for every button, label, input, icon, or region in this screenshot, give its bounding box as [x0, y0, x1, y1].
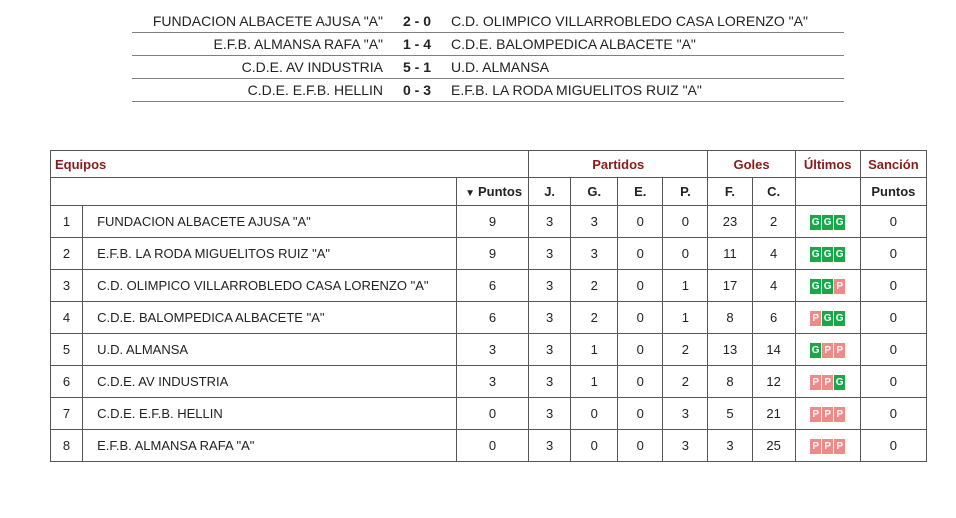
recent-form: [795, 398, 860, 430]
lost-cell: 3: [663, 430, 708, 462]
played-cell: 3: [529, 270, 571, 302]
match-results: [132, 10, 844, 102]
drawn-cell: 0: [618, 238, 663, 270]
form-badges: [810, 439, 845, 454]
win-badge: G: [811, 217, 820, 228]
won-cell: 0: [571, 398, 618, 430]
header-ultimos: Últimos: [795, 151, 860, 178]
form-badges: [810, 215, 845, 230]
header-partidos: Partidos: [529, 151, 708, 178]
header-equipos: Equipos: [51, 151, 529, 178]
team-name: E.F.B. ALMANSA RAFA "A": [83, 430, 457, 462]
match-score: 2 - 0: [402, 13, 431, 29]
lost-cell: 0: [663, 238, 708, 270]
team-name: E.F.B. LA RODA MIGUELITOS RUIZ "A": [83, 238, 457, 270]
table-row[interactable]: [51, 302, 927, 334]
goals-against-cell: 12: [752, 366, 795, 398]
loss-badge: P: [834, 407, 845, 422]
away-team: E.F.B. LA RODA MIGUELITOS RUIZ "A": [451, 82, 702, 98]
position-cell: 6: [51, 366, 83, 398]
played-cell: 3: [529, 302, 571, 334]
table-row[interactable]: [51, 206, 927, 238]
recent-form: [795, 270, 860, 302]
win-badge: G: [823, 313, 832, 324]
win-badge: G: [823, 281, 832, 292]
played-cell: 3: [529, 366, 571, 398]
recent-form: [795, 302, 860, 334]
position-cell: 5: [51, 334, 83, 366]
header-c: C.: [752, 178, 795, 206]
sort-down-icon: ▼: [465, 188, 475, 199]
drawn-cell: 0: [618, 302, 663, 334]
recent-form: [795, 206, 860, 238]
points-cell: 3: [456, 366, 528, 398]
lost-cell: 2: [663, 366, 708, 398]
win-badge: G: [811, 281, 820, 292]
standings-table: [50, 150, 927, 462]
points-cell: 0: [456, 430, 528, 462]
won-cell: 2: [571, 270, 618, 302]
header-sancion: Sanción: [860, 151, 926, 178]
result-row[interactable]: [132, 79, 844, 102]
points-cell: 3: [456, 334, 528, 366]
result-row[interactable]: [132, 33, 844, 56]
team-name: U.D. ALMANSA: [83, 334, 457, 366]
header-e: E.: [618, 178, 663, 206]
position-cell: 7: [51, 398, 83, 430]
team-name: C.D.E. AV INDUSTRIA: [83, 366, 457, 398]
home-team: E.F.B. ALMANSA RAFA "A": [213, 36, 383, 52]
recent-form: [795, 238, 860, 270]
match-score: 0 - 3: [402, 82, 431, 98]
sanction-points-cell: 0: [860, 302, 926, 334]
goals-for-cell: 5: [708, 398, 752, 430]
form-badges: [810, 279, 845, 294]
goals-for-cell: 8: [708, 302, 752, 334]
won-cell: 1: [571, 366, 618, 398]
goals-against-cell: 21: [752, 398, 795, 430]
lost-cell: 3: [663, 398, 708, 430]
table-row[interactable]: [51, 270, 927, 302]
win-badge: G: [823, 217, 832, 228]
form-badges: [810, 311, 845, 326]
sanction-points-cell: 0: [860, 270, 926, 302]
sanction-points-cell: 0: [860, 398, 926, 430]
win-badge: G: [835, 313, 844, 324]
played-cell: 3: [529, 334, 571, 366]
form-badges: [810, 343, 845, 358]
won-cell: 3: [571, 238, 618, 270]
drawn-cell: 0: [618, 270, 663, 302]
goals-against-cell: 25: [752, 430, 795, 462]
table-header-columns: [51, 178, 927, 206]
played-cell: 3: [529, 398, 571, 430]
away-team: U.D. ALMANSA: [451, 59, 550, 75]
points-cell: 0: [456, 398, 528, 430]
header-goles: Goles: [708, 151, 795, 178]
table-row[interactable]: [51, 430, 927, 462]
won-cell: 0: [571, 430, 618, 462]
form-badges: [810, 407, 845, 422]
lost-cell: 0: [663, 206, 708, 238]
position-cell: 8: [51, 430, 83, 462]
loss-badge: P: [822, 407, 833, 422]
won-cell: 2: [571, 302, 618, 334]
points-cell: 9: [456, 206, 528, 238]
won-cell: 1: [571, 334, 618, 366]
form-badges: [810, 247, 845, 262]
points-cell: 9: [456, 238, 528, 270]
match-score: 1 - 4: [402, 36, 431, 52]
position-cell: 4: [51, 302, 83, 334]
loss-badge: P: [822, 375, 833, 390]
loss-badge: P: [810, 407, 821, 422]
position-cell: 3: [51, 270, 83, 302]
goals-against-cell: 2: [752, 206, 795, 238]
win-badge: G: [811, 249, 820, 260]
lost-cell: 1: [663, 270, 708, 302]
win-badge: G: [835, 249, 844, 260]
sanction-points-cell: 0: [860, 430, 926, 462]
recent-form: [795, 430, 860, 462]
header-p: P.: [663, 178, 708, 206]
win-badge: G: [811, 345, 820, 356]
loss-badge: P: [810, 311, 821, 326]
header-sancion-puntos: Puntos: [860, 178, 926, 206]
loss-badge: P: [834, 439, 845, 454]
goals-for-cell: 8: [708, 366, 752, 398]
header-j: J.: [529, 178, 571, 206]
header-f: F.: [708, 178, 752, 206]
drawn-cell: 0: [618, 430, 663, 462]
loss-badge: P: [834, 279, 845, 294]
recent-form: [795, 334, 860, 366]
goals-against-cell: 14: [752, 334, 795, 366]
home-team: C.D.E. AV INDUSTRIA: [241, 59, 383, 75]
sanction-points-cell: 0: [860, 366, 926, 398]
away-team: C.D. OLIMPICO VILLARROBLEDO CASA LORENZO "A": [451, 13, 808, 29]
goals-against-cell: 4: [752, 270, 795, 302]
drawn-cell: 0: [618, 206, 663, 238]
goals-for-cell: 23: [708, 206, 752, 238]
win-badge: G: [835, 377, 844, 388]
lost-cell: 1: [663, 302, 708, 334]
lost-cell: 2: [663, 334, 708, 366]
sanction-points-cell: 0: [860, 238, 926, 270]
position-cell: 1: [51, 206, 83, 238]
team-name: FUNDACION ALBACETE AJUSA "A": [83, 206, 457, 238]
loss-badge: P: [810, 375, 821, 390]
win-badge: G: [835, 217, 844, 228]
table-row[interactable]: [51, 398, 927, 430]
goals-for-cell: 13: [708, 334, 752, 366]
away-team: C.D.E. BALOMPEDICA ALBACETE "A": [451, 36, 696, 52]
header-puntos-label: Puntos: [478, 184, 523, 199]
points-cell: 6: [456, 302, 528, 334]
home-team: FUNDACION ALBACETE AJUSA "A": [152, 13, 383, 29]
sort-puntos-header[interactable]: [456, 178, 528, 206]
win-badge: G: [823, 249, 832, 260]
table-row[interactable]: [51, 238, 927, 270]
sanction-points-cell: 0: [860, 334, 926, 366]
team-name: C.D. OLIMPICO VILLARROBLEDO CASA LORENZO "A": [83, 270, 457, 302]
home-team: C.D.E. E.F.B. HELLIN: [247, 82, 383, 98]
header-g: G.: [571, 178, 618, 206]
goals-for-cell: 17: [708, 270, 752, 302]
played-cell: 3: [529, 206, 571, 238]
loss-badge: P: [822, 343, 833, 358]
drawn-cell: 0: [618, 366, 663, 398]
goals-for-cell: 11: [708, 238, 752, 270]
points-cell: 6: [456, 270, 528, 302]
goals-against-cell: 4: [752, 238, 795, 270]
loss-badge: P: [822, 439, 833, 454]
drawn-cell: 0: [618, 398, 663, 430]
table-header-groups: [51, 151, 927, 178]
recent-form: [795, 366, 860, 398]
sanction-points-cell: 0: [860, 206, 926, 238]
header-ultimos-blank: [795, 178, 860, 206]
loss-badge: P: [810, 439, 821, 454]
goals-for-cell: 3: [708, 430, 752, 462]
table-row[interactable]: [51, 366, 927, 398]
goals-against-cell: 6: [752, 302, 795, 334]
team-name: C.D.E. BALOMPEDICA ALBACETE "A": [83, 302, 457, 334]
played-cell: 3: [529, 238, 571, 270]
team-name: C.D.E. E.F.B. HELLIN: [83, 398, 457, 430]
result-row[interactable]: [132, 56, 844, 79]
played-cell: 3: [529, 430, 571, 462]
position-cell: 2: [51, 238, 83, 270]
result-row[interactable]: [132, 10, 844, 33]
loss-badge: P: [834, 343, 845, 358]
match-score: 5 - 1: [402, 59, 431, 75]
form-badges: [810, 375, 845, 390]
drawn-cell: 0: [618, 334, 663, 366]
table-row[interactable]: [51, 334, 927, 366]
won-cell: 3: [571, 206, 618, 238]
header-blank: [51, 178, 457, 206]
